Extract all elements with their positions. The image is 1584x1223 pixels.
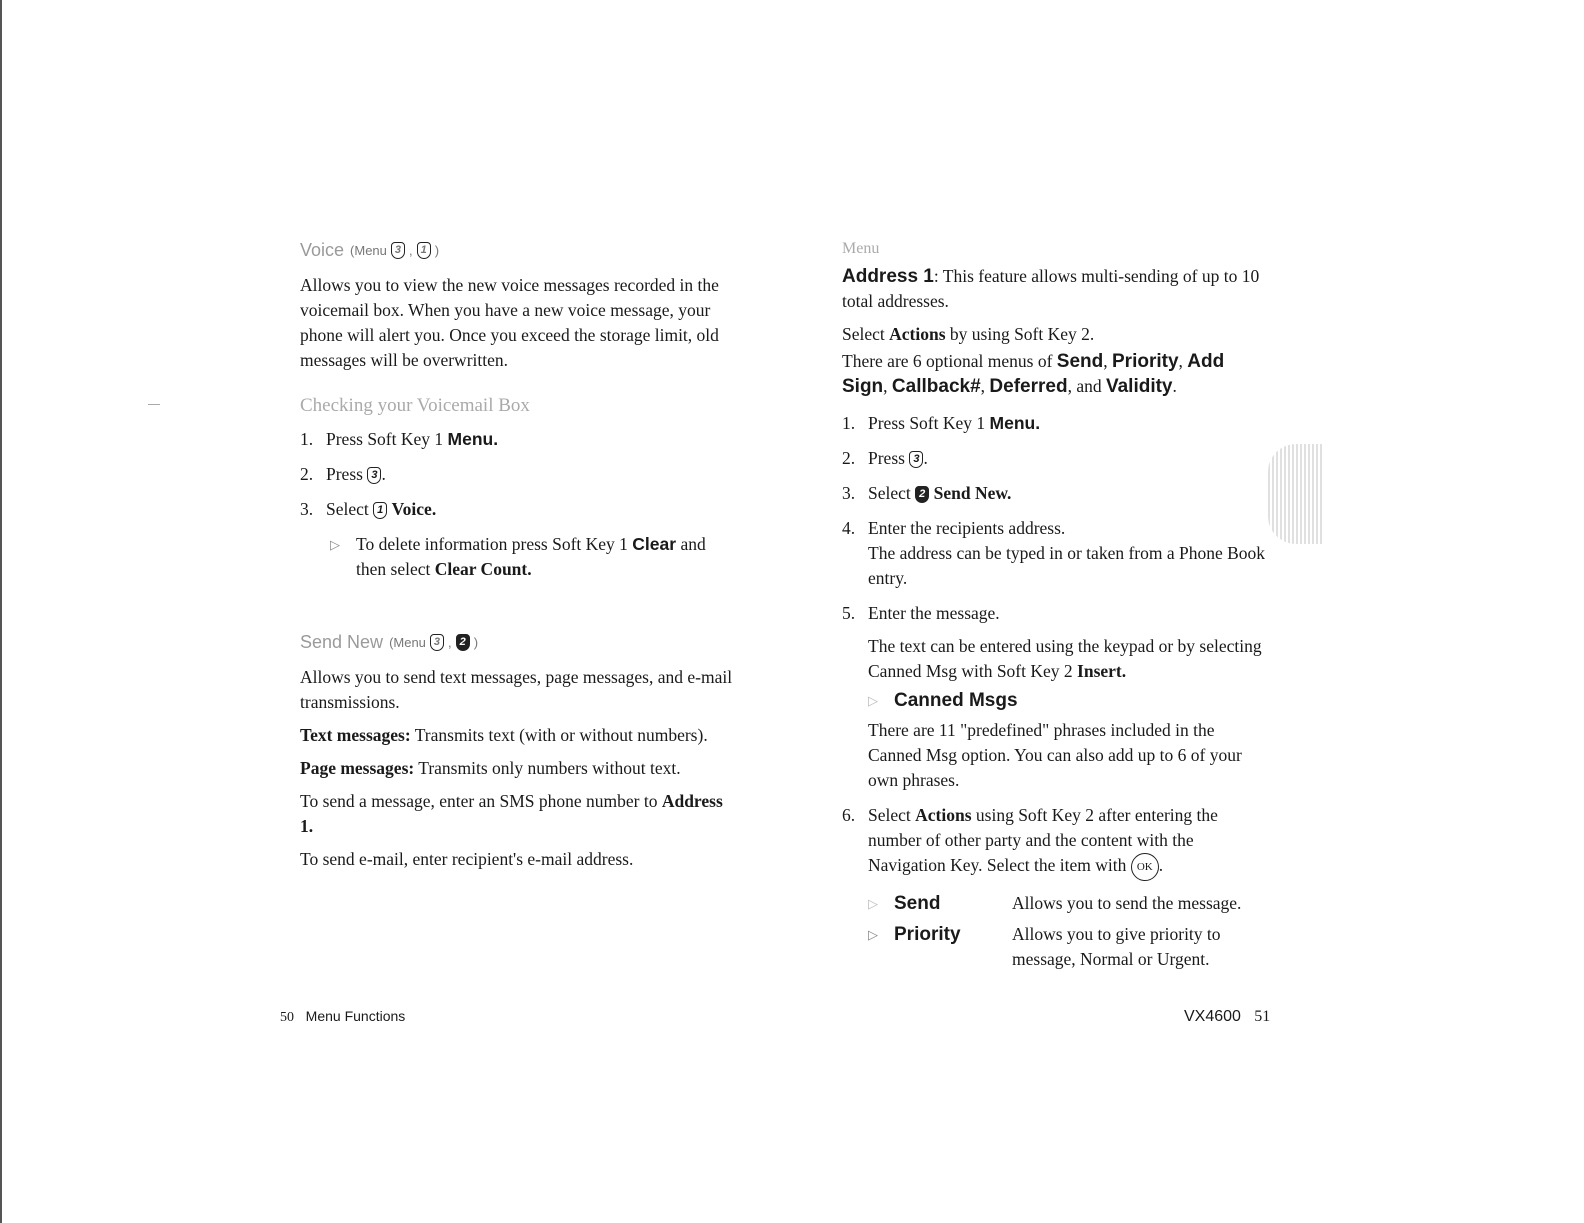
page-messages-desc: Transmits only numbers without text. <box>418 758 681 778</box>
optional-menus-para: There are 6 optional menus of Send, Priority, Add Sign, Callback#, Deferred, and Validity. <box>842 351 1225 397</box>
address-para <box>842 264 1272 314</box>
left-footer <box>280 1008 405 1026</box>
select-text: Select <box>842 324 885 344</box>
step-text: Select <box>868 805 911 825</box>
list-item <box>842 481 1272 506</box>
option-desc: Allows you to give priority to message, Normal or Urgent. <box>1012 924 1221 969</box>
key-1-icon: 1 <box>373 502 387 519</box>
key-2-icon: 2 <box>456 634 470 651</box>
select-post: by using Soft Key 2. <box>949 324 1095 344</box>
list-item <box>842 516 1272 591</box>
arrow-bullet-icon: ▷ <box>868 927 878 942</box>
voice-section-title <box>300 240 740 261</box>
send-new-description: Allows you to send text messages, page messages, and e-mail transmissions. <box>300 667 733 712</box>
step-end: . <box>1158 855 1164 876</box>
checking-voicemail-title: Checking your Voicemail Box <box>300 395 530 416</box>
step-end: . <box>923 448 928 468</box>
send-new-title: Send New <box>300 632 384 652</box>
margin-mark <box>148 404 160 405</box>
text-messages-label: Text messages: <box>300 725 411 745</box>
step-number: 1. <box>300 429 314 449</box>
menu-close: ) <box>473 635 479 650</box>
canned-msgs-heading <box>868 690 1272 712</box>
right-footer <box>1184 1008 1270 1026</box>
delete-info-bullet <box>330 532 740 582</box>
send-new-menu-path <box>389 634 478 651</box>
bullet-text: and then select <box>356 534 706 579</box>
thumb-index-tab <box>1268 444 1324 544</box>
ok-key-icon: OK <box>1131 853 1159 881</box>
option-row-priority <box>868 922 1272 972</box>
key-3-icon: 3 <box>909 451 923 468</box>
step-text: Press Soft Key 1 <box>326 429 444 449</box>
key-3-icon: 3 <box>430 634 444 651</box>
actions-bold: Actions <box>915 805 972 825</box>
step-number: 3. <box>300 499 314 519</box>
address-text: : This feature allows multi-sending of up to 10 total addresses. <box>842 266 1260 311</box>
key-2-icon: 2 <box>915 486 929 503</box>
step-subtext: The address can be typed in or taken from a Phone Book entry. <box>868 543 1266 588</box>
step-end: . <box>381 464 386 484</box>
menu-heading: Menu <box>842 240 880 257</box>
left-page <box>300 240 740 880</box>
insert-bold: Insert. <box>1077 661 1127 681</box>
step-number: 5. <box>842 603 856 623</box>
canned-msgs-block <box>868 690 1272 793</box>
separator: , <box>409 243 413 258</box>
key-1-icon: 1 <box>417 242 431 259</box>
list-item <box>842 601 1272 684</box>
page-messages-para <box>300 756 740 781</box>
voice-menu-path <box>350 242 439 259</box>
menu-close: ) <box>434 243 440 258</box>
key-3-icon: 3 <box>367 467 381 484</box>
step-number: 6. <box>842 805 856 825</box>
step-bold: Menu. <box>447 429 499 449</box>
key-3-icon: 3 <box>391 242 405 259</box>
option-name: Send <box>894 893 941 914</box>
send-message-para <box>300 789 740 839</box>
send-email-para: To send e-mail, enter recipient's e-mail address. <box>300 849 634 869</box>
arrow-bullet-icon: ▷ <box>868 896 878 911</box>
and-word: and <box>1076 376 1102 396</box>
step-number: 2. <box>842 448 856 468</box>
separator: , <box>448 635 452 650</box>
step-text: Press <box>868 448 905 468</box>
list-item <box>300 497 740 522</box>
opt-add-sign: Add Sign <box>842 351 1225 397</box>
step-number: 3. <box>842 483 856 503</box>
opt-validity: Validity <box>1105 376 1173 397</box>
list-item <box>300 462 740 487</box>
opt-callback: Callback# <box>891 376 981 397</box>
step-text: Select <box>326 499 369 519</box>
scan-edge-line <box>0 0 2 1223</box>
address-label: Address 1 <box>842 266 934 287</box>
send-message-text: To send a message, enter an SMS phone number to <box>300 791 658 811</box>
step-subtext: The text can be entered using the keypad or by selecting Canned Msg with Soft Key 2 <box>868 636 1262 681</box>
footer-label: Menu Functions <box>305 1008 406 1024</box>
step-text: Enter the recipients address. <box>868 518 1066 538</box>
canned-msgs-text: There are 11 "predefined" phrases included in the Canned Msg option. You can also add up to 6 of your own phrases. <box>868 720 1242 790</box>
bullet-bold: Clear <box>632 534 677 554</box>
optional-text: There are 6 optional menus of <box>842 351 1053 371</box>
text-messages-desc: Transmits text (with or without numbers). <box>414 725 708 745</box>
option-desc: Allows you to send the message. <box>1012 893 1242 913</box>
send-new-steps-cont <box>842 803 1272 881</box>
menu-prefix: (Menu <box>350 243 387 258</box>
step-text: Select <box>868 483 911 503</box>
step-text: Press <box>326 464 363 484</box>
page-messages-label: Page messages: <box>300 758 415 778</box>
step-number: 2. <box>300 464 314 484</box>
list-item <box>300 427 740 452</box>
actions-bold: Actions <box>889 324 946 344</box>
select-actions-para <box>842 322 1272 347</box>
footer-model: VX4600 <box>1184 1008 1241 1025</box>
bullet-text: To delete information press Soft Key 1 <box>356 534 628 554</box>
opt-send: Send <box>1056 351 1104 372</box>
arrow-bullet-icon: ▷ <box>330 537 340 552</box>
opt-priority: Priority <box>1112 351 1179 372</box>
step-bold: Menu. <box>989 413 1041 433</box>
step-text: using Soft Key 2 after entering the number of other party and the content with the Navigation Key. Select the item with <box>868 805 1218 876</box>
right-page <box>842 240 1272 976</box>
checking-steps <box>300 427 740 522</box>
step-text: Press Soft Key 1 <box>868 413 986 433</box>
text-messages-para <box>300 723 740 748</box>
list-item <box>842 803 1272 881</box>
send-message-bold: Address 1. <box>300 791 723 836</box>
menu-prefix: (Menu <box>389 635 426 650</box>
step-text: Enter the message. <box>868 603 1000 623</box>
opt-deferred: Deferred <box>989 376 1068 397</box>
send-new-steps <box>842 411 1272 684</box>
canned-msgs-title: Canned Msgs <box>894 690 1018 711</box>
option-row-send <box>868 891 1272 916</box>
voice-title: Voice <box>300 240 345 260</box>
step-number: 1. <box>842 413 856 433</box>
list-item <box>842 446 1272 471</box>
step-number: 4. <box>842 518 856 538</box>
step-bold: Voice. <box>391 499 437 519</box>
voice-description: Allows you to view the new voice messages recorded in the voicemail box. When you have a new voice message, your phone will alert you. Once you exceed the storage limit, old messages will be overwritten. <box>300 275 719 370</box>
arrow-bullet-icon: ▷ <box>868 693 878 708</box>
send-new-section-title <box>300 632 740 653</box>
list-item <box>842 411 1272 436</box>
page-number: 51 <box>1254 1008 1271 1025</box>
bullet-bold: Clear Count. <box>434 559 532 579</box>
option-name: Priority <box>894 924 961 945</box>
page-number: 50 <box>280 1010 294 1025</box>
step-bold: Send New. <box>933 483 1012 503</box>
